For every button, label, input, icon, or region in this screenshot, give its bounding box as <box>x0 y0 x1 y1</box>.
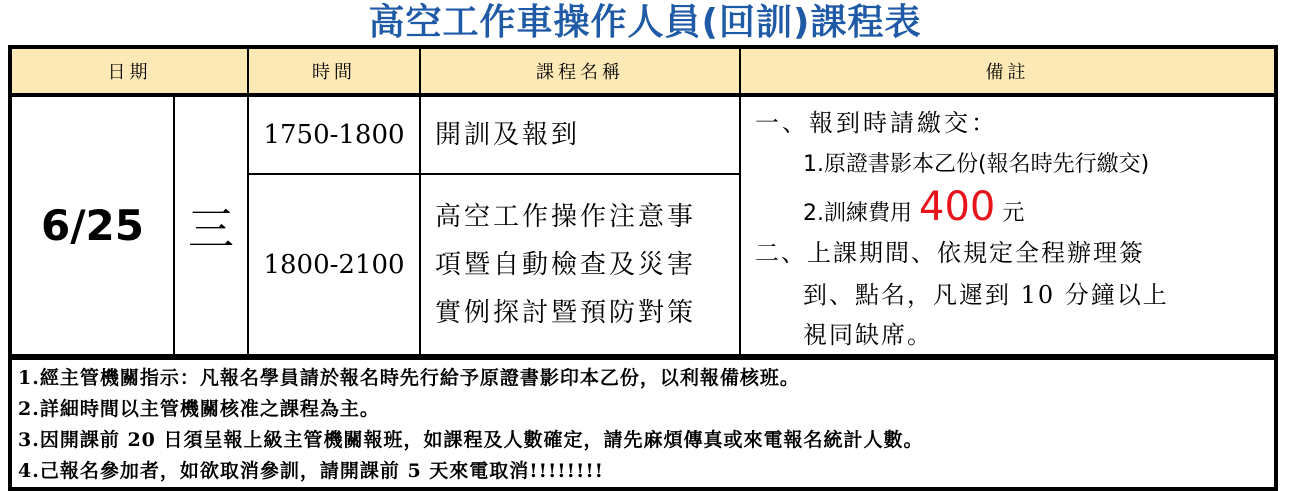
schedule-sheet <box>8 45 1278 491</box>
notes-section <box>12 356 1274 491</box>
remark-item-2-line-3: 視同缺席。 <box>803 321 933 349</box>
remarks-cell <box>740 95 1274 355</box>
note-item: 4.己報名參加者，如欲取消參訓，請開課前 5 天來電取消!!!!!!!! <box>18 460 605 482</box>
fee-amount: 400 <box>919 184 996 230</box>
header-remarks: 備註 <box>740 49 1274 95</box>
schedule-table <box>12 49 1274 356</box>
remark-item-1-sub-2 <box>803 184 1025 234</box>
table-header-row <box>12 49 1274 95</box>
remark-item-1-sub-1: 1.原證書影本乙份(報名時先行繳交) <box>803 152 1150 177</box>
remark-item-2-line-1: 二、上課期間、依規定全程辦理簽 <box>755 239 1145 267</box>
session-course <box>420 174 740 355</box>
header-date: 日期 <box>12 49 248 95</box>
remark-item-1: 一、報到時請繳交： <box>755 109 998 137</box>
session-course <box>420 95 740 174</box>
course-line: 高空工作操作注意事 <box>435 201 697 232</box>
fee-label: 2.訓練費用 <box>803 201 912 226</box>
weekday-cell: 三 <box>174 95 248 355</box>
session-time: 1800-2100 <box>248 174 420 355</box>
header-time: 時間 <box>248 49 420 95</box>
table-row <box>12 95 1274 174</box>
date-cell: 6/25 <box>12 95 174 355</box>
session-time: 1750-1800 <box>248 95 420 174</box>
fee-unit: 元 <box>1002 201 1025 226</box>
course-line: 項暨自動檢查及災害 <box>435 249 697 280</box>
page-title: 高空工作車操作人員(回訓)課程表 <box>368 2 922 43</box>
remark-item-2-line-2: 到、點名，凡遲到 10 分鐘以上 <box>803 281 1169 309</box>
header-course: 課程名稱 <box>420 49 740 95</box>
note-item: 1.經主管機關指示：凡報名學員請於報名時先行給予原證書影印本乙份，以利報備核班。 <box>18 367 800 389</box>
note-item: 2.詳細時間以主管機關核准之課程為主。 <box>18 398 380 420</box>
note-item: 3.因開課前 20 日須呈報上級主管機關報班，如課程及人數確定，請先麻煩傳真或來電報名統計人數。 <box>18 429 924 451</box>
course-line: 開訓及報到 <box>435 120 581 151</box>
course-line: 實例探討暨預防對策 <box>435 297 697 328</box>
